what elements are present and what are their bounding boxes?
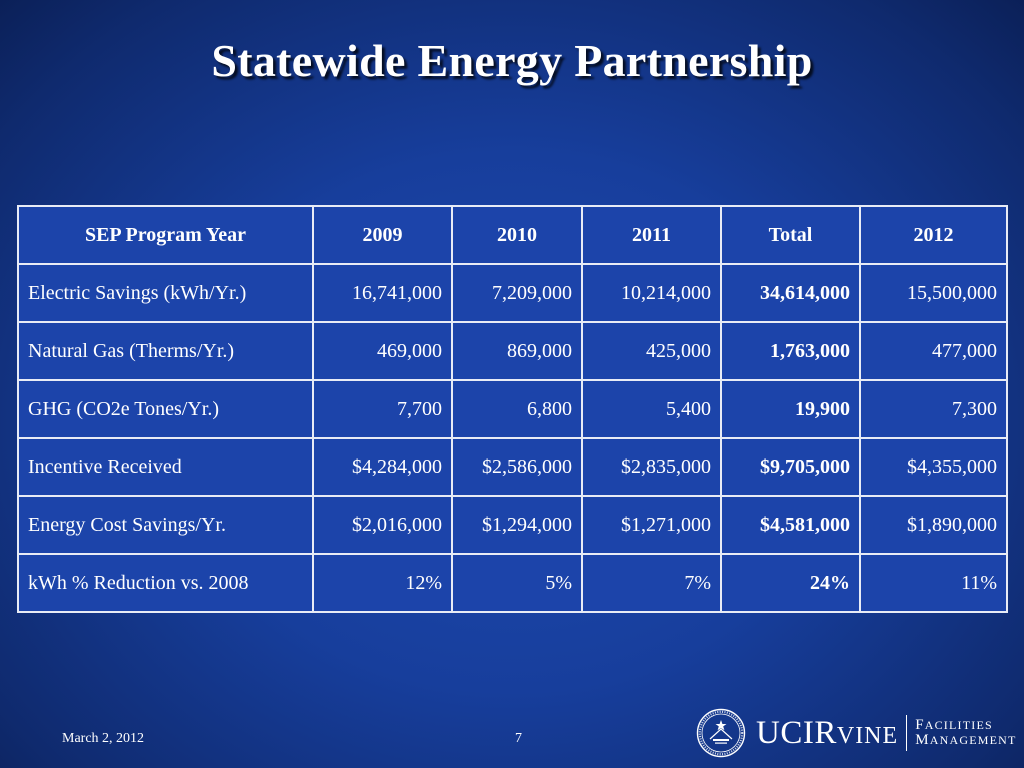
cell-2009: 7,700 <box>313 380 452 438</box>
cell-2012: 477,000 <box>860 322 1007 380</box>
cell-2010: 7,209,000 <box>452 264 582 322</box>
cell-2010: 5% <box>452 554 582 612</box>
cell-2010: $1,294,000 <box>452 496 582 554</box>
row-label: Electric Savings (kWh/Yr.) <box>18 264 313 322</box>
table-row <box>18 322 1007 380</box>
row-label: GHG (CO2e Tones/Yr.) <box>18 380 313 438</box>
cell-2009: 12% <box>313 554 452 612</box>
header-2010: 2010 <box>452 206 582 264</box>
row-label: kWh % Reduction vs. 2008 <box>18 554 313 612</box>
cell-2011: $2,835,000 <box>582 438 721 496</box>
header-total: Total <box>721 206 860 264</box>
department-line-2 <box>915 733 1016 748</box>
footer-date: March 2, 2012 <box>62 731 145 746</box>
dept-line1-rest: ACILITIES <box>924 718 993 732</box>
row-label: Natural Gas (Therms/Yr.) <box>18 322 313 380</box>
cell-total: 34,614,000 <box>721 264 860 322</box>
cell-2012: 7,300 <box>860 380 1007 438</box>
table-row <box>18 380 1007 438</box>
cell-2010: 6,800 <box>452 380 582 438</box>
cell-total: $9,705,000 <box>721 438 860 496</box>
table-row <box>18 554 1007 612</box>
cell-2011: 425,000 <box>582 322 721 380</box>
cell-2011: 5,400 <box>582 380 721 438</box>
cell-2012: $1,890,000 <box>860 496 1007 554</box>
brand-wordmark <box>756 714 899 751</box>
cell-total: $4,581,000 <box>721 496 860 554</box>
cell-2012: $4,355,000 <box>860 438 1007 496</box>
cell-2009: 469,000 <box>313 322 452 380</box>
cell-2010: 869,000 <box>452 322 582 380</box>
brand-irvine-cap: R <box>814 714 837 751</box>
cell-2012: 15,500,000 <box>860 264 1007 322</box>
page-number: 7 <box>515 731 522 746</box>
department-name <box>915 718 1016 748</box>
dept-line2-rest: ANAGEMENT <box>929 733 1017 747</box>
cell-2011: 10,214,000 <box>582 264 721 322</box>
header-2011: 2011 <box>582 206 721 264</box>
cell-2010: $2,586,000 <box>452 438 582 496</box>
cell-2011: $1,271,000 <box>582 496 721 554</box>
cell-total: 19,900 <box>721 380 860 438</box>
row-label: Energy Cost Savings/Yr. <box>18 496 313 554</box>
cell-2009: $2,016,000 <box>313 496 452 554</box>
table-header-row <box>18 206 1007 264</box>
department-line-1 <box>915 718 1016 733</box>
cell-2011: 7% <box>582 554 721 612</box>
header-2009: 2009 <box>313 206 452 264</box>
table-row <box>18 264 1007 322</box>
cell-2009: 16,741,000 <box>313 264 452 322</box>
dept-line1-cap: F <box>915 717 925 733</box>
table-row <box>18 438 1007 496</box>
brand-uci: UCI <box>756 714 815 751</box>
row-label: Incentive Received <box>18 438 313 496</box>
table-row <box>18 496 1007 554</box>
brand-irvine-rest: VINE <box>836 722 899 749</box>
cell-2012: 11% <box>860 554 1007 612</box>
cell-total: 24% <box>721 554 860 612</box>
dept-line2-cap: M <box>915 732 930 748</box>
brand-divider <box>906 715 907 751</box>
uci-logo <box>696 707 1017 759</box>
university-seal-icon <box>696 708 746 758</box>
cell-total: 1,763,000 <box>721 322 860 380</box>
cell-2009: $4,284,000 <box>313 438 452 496</box>
header-program-year: SEP Program Year <box>18 206 313 264</box>
slide-title: Statewide Energy Partnership <box>211 35 813 86</box>
header-2012: 2012 <box>860 206 1007 264</box>
energy-table <box>17 205 1008 613</box>
